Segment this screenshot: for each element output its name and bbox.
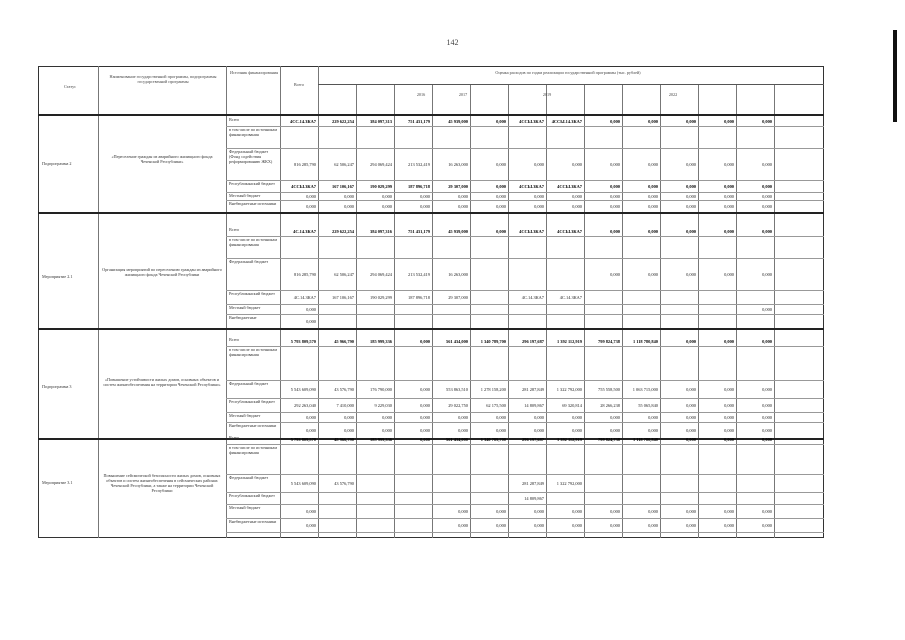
table-cell-value: 4ССЫ.ЗКА7 xyxy=(519,228,544,234)
table-cell-value: 0,000 xyxy=(610,228,620,234)
row-divider xyxy=(226,422,824,423)
table-cell-value: 0,000 xyxy=(648,414,658,420)
table-cell-value: 0,000 xyxy=(724,436,734,442)
table-cell-value: 0,000 xyxy=(572,427,582,433)
table-cell-value: 0,000 xyxy=(610,183,620,189)
funding-source-label: Федеральный бюджет xyxy=(229,381,269,386)
table-cell-value: 0,000 xyxy=(648,118,658,124)
table-cell-value: 0,000 xyxy=(686,228,696,234)
table-cell-value: 0,000 xyxy=(496,522,506,528)
funding-source-label: Всего xyxy=(229,337,240,342)
table-cell-value: 14 809,867 xyxy=(524,495,544,501)
table-cell-value: 0,000 xyxy=(306,522,316,528)
table-cell-value: 0,000 xyxy=(762,203,772,209)
table-cell-value: 294 069,424 xyxy=(370,271,392,277)
table-cell-value: 0,000 xyxy=(648,271,658,277)
funding-source-label: в том числе по источникам финансирования xyxy=(229,445,278,455)
funding-source-label: в том числе по источникам финансирования xyxy=(229,127,278,137)
table-cell-value: 1 322 792,000 xyxy=(556,386,582,392)
row-divider xyxy=(226,532,824,533)
table-cell-value: 1 118 780,840 xyxy=(632,338,658,344)
table-cell-value: 755 558,500 xyxy=(598,386,620,392)
table-cell-value: 1 322 792,000 xyxy=(556,480,582,486)
table-cell-value: 0,000 xyxy=(534,427,544,433)
row-divider xyxy=(226,518,824,519)
table-cell-value: 0,000 xyxy=(648,161,658,167)
section-divider xyxy=(38,212,824,214)
table-cell-value: 4ССЫ.ЗКА7 xyxy=(557,228,582,234)
table-cell-value: 0,000 xyxy=(458,427,468,433)
table-cell-value: 0,000 xyxy=(686,338,696,344)
table-cell-value: 29 307,000 xyxy=(448,183,468,189)
column-divider xyxy=(660,84,661,538)
table-cell-value: 0,000 xyxy=(572,522,582,528)
table-cell-value: 0,000 xyxy=(610,271,620,277)
table-cell-value: 4С.14.ЗКА7 xyxy=(293,294,316,300)
table-cell-value: 0,000 xyxy=(344,414,354,420)
table-cell-value: 4С.14.ЗКА7 xyxy=(559,294,582,300)
row-divider xyxy=(226,236,824,237)
funding-source-label: в том числе по источникам финансирования xyxy=(229,237,278,247)
table-cell-value: 0,000 xyxy=(534,161,544,167)
table-cell-value: 0,000 xyxy=(572,161,582,167)
table-cell-value: 0,000 xyxy=(382,203,392,209)
table-cell-value: 296 197,687 xyxy=(522,338,544,344)
table-cell-value: 45 939,000 xyxy=(448,228,468,234)
table-cell-value: 0,000 xyxy=(306,193,316,199)
row-divider xyxy=(226,290,824,291)
table-cell-value: 1 118 780,840 xyxy=(632,436,658,442)
funding-source-label: Всего xyxy=(229,117,240,122)
table-cell-value: 0,000 xyxy=(610,508,620,514)
table-cell-value: 5 793 809,570 xyxy=(290,436,316,442)
table-cell-value: 5 793 809,570 xyxy=(290,338,316,344)
table-cell-value: 0,000 xyxy=(306,508,316,514)
funding-source-label: Республиканский бюджет xyxy=(229,493,275,498)
table-cell-value: 167 106,167 xyxy=(332,183,354,189)
table-cell-value: 0,000 xyxy=(724,522,734,528)
table-cell-value: 0,000 xyxy=(382,427,392,433)
table-cell-value: 0,000 xyxy=(420,193,430,199)
funding-source-label: Местный бюджет xyxy=(229,505,261,510)
table-cell-value: 0,000 xyxy=(686,522,696,528)
table-cell-value: 0,000 xyxy=(610,161,620,167)
column-divider xyxy=(470,84,471,538)
table-cell-value: 296 197,687 xyxy=(522,436,544,442)
table-cell-value: 4ССЫ.ЗКА7 xyxy=(291,183,316,189)
table-cell-value: 0,000 xyxy=(686,161,696,167)
table-cell-value: 0,000 xyxy=(306,203,316,209)
table-cell-value: 0,000 xyxy=(724,338,734,344)
table-cell-value: 0,000 xyxy=(648,522,658,528)
table-cell-value: 751 431,179 xyxy=(408,118,430,124)
table-cell-value: 0,000 xyxy=(534,508,544,514)
header-total: Всего xyxy=(293,82,305,87)
table-cell-value: 1 278 158,200 xyxy=(480,386,506,392)
table-cell-value: 0,000 xyxy=(686,414,696,420)
table-cell-value: 43 576,790 xyxy=(334,480,354,486)
column-divider xyxy=(774,84,775,538)
table-cell-value: 0,000 xyxy=(458,522,468,528)
table-cell-value: 0,000 xyxy=(686,118,696,124)
table-cell-value: 0,000 xyxy=(724,386,734,392)
column-divider xyxy=(394,84,395,538)
table-cell-value: 1 392 112,919 xyxy=(556,436,582,442)
table-cell-value: 1 392 112,919 xyxy=(556,338,582,344)
table-cell-value: 4ССЫ.ЗКА7 xyxy=(557,183,582,189)
header-funding-source: Источник финансирования xyxy=(229,70,279,75)
year-header: 2017 xyxy=(458,92,468,97)
table-cell-value: 28 266,238 xyxy=(600,402,620,408)
table-cell-value: 0,000 xyxy=(686,402,696,408)
row-divider xyxy=(226,412,824,413)
column-divider xyxy=(584,84,585,538)
table-cell-value: 0,000 xyxy=(534,522,544,528)
table-cell-value: 0,000 xyxy=(686,427,696,433)
table-cell-value: 0,000 xyxy=(762,386,772,392)
table-cell-value: 0,000 xyxy=(420,402,430,408)
table-cell-value: 0,000 xyxy=(496,183,506,189)
table-cell-value: 0,000 xyxy=(762,161,772,167)
table-cell-value: 0,000 xyxy=(762,508,772,514)
table-cell-value: 0,000 xyxy=(686,183,696,189)
table-cell-value: 0,000 xyxy=(762,338,772,344)
table-cell-value: 0,000 xyxy=(534,203,544,209)
section-status: Подпрограмма 2 xyxy=(42,161,72,166)
funding-source-label: Внебюджетные источники xyxy=(229,423,277,428)
table-cell-value: 0,000 xyxy=(648,508,658,514)
column-divider xyxy=(432,84,433,538)
table-cell-value: 0,000 xyxy=(724,161,734,167)
table-cell-value: 4ССЫ.ЗКА7 xyxy=(519,183,544,189)
table-cell-value: 0,000 xyxy=(762,436,772,442)
funding-source-label: Местный бюджет xyxy=(229,305,261,310)
funding-source-label: Республиканский бюджет xyxy=(229,399,275,404)
table-cell-value: 0,000 xyxy=(306,318,316,324)
header-program-name: Наименование государственной программы, подпрограммы государственной программы xyxy=(109,74,217,84)
table-cell-value: 0,000 xyxy=(648,427,658,433)
table-cell-value: 0,000 xyxy=(534,193,544,199)
page-number: 142 xyxy=(446,38,459,47)
table-cell-value: 16 263,000 xyxy=(448,161,468,167)
table-cell-value: 4С.14.ЗКА7 xyxy=(521,294,544,300)
table-cell-value: 45 966,790 xyxy=(334,338,354,344)
table-cell-value: 69 320,814 xyxy=(562,402,582,408)
table-cell-value: 229 622,254 xyxy=(332,228,354,234)
table-cell-value: 799 824,738 xyxy=(598,436,620,442)
table-cell-value: 816 285,790 xyxy=(294,161,316,167)
column-divider xyxy=(508,84,509,538)
section-name: Повышение сейсмической безопасности жилых домов, основных объектов и систем жизнеобеспечения в сейсмических районах Чеченской Республики, а также на территории Чеченской Республики xyxy=(103,473,221,493)
table-cell-value: 281 287,849 xyxy=(522,386,544,392)
table-cell-value: 45 966,790 xyxy=(334,436,354,442)
table-cell-value: 0,000 xyxy=(420,436,430,442)
table-cell-value: 0,000 xyxy=(762,427,772,433)
table-cell-value: 190 029,299 xyxy=(370,294,392,300)
table-cell-value: 0,000 xyxy=(686,203,696,209)
table-cell-value: 0,000 xyxy=(496,508,506,514)
table-cell-value: 9 229,030 xyxy=(374,402,392,408)
section-status: Подпрограмма 3 xyxy=(42,384,72,389)
table-cell-value: 281 287,849 xyxy=(522,480,544,486)
funding-source-label: в том числе по источникам финансирования xyxy=(229,347,278,357)
table-cell-value: 0,000 xyxy=(724,118,734,124)
table-cell-value: 0,000 xyxy=(762,306,772,312)
table-cell-value: 229 622,254 xyxy=(332,118,354,124)
funding-source-label: Внебюджетные xyxy=(229,315,257,320)
table-cell-value: 0,000 xyxy=(724,414,734,420)
table-cell-value: 62 506,247 xyxy=(334,161,354,167)
row-divider xyxy=(226,444,824,445)
funding-source-label: Внебюджетные источники xyxy=(229,519,277,524)
table-cell-value: 62 175,500 xyxy=(486,402,506,408)
header-divider xyxy=(318,84,824,85)
table-cell-value: 0,000 xyxy=(724,402,734,408)
table-cell-value: 0,000 xyxy=(724,193,734,199)
row-divider xyxy=(226,304,824,305)
table-cell-value: 0,000 xyxy=(686,508,696,514)
table-cell-value: 0,000 xyxy=(610,193,620,199)
table-cell-value: 0,000 xyxy=(458,193,468,199)
funding-source-label: Федеральный бюджет xyxy=(229,475,269,480)
column-divider xyxy=(698,84,699,538)
funding-source-label: Федеральный бюджет (Фонд содействия реформированию ЖКХ) xyxy=(229,149,273,164)
table-cell-value: 4ССЫ.ЗКА7 xyxy=(519,118,544,124)
table-cell-value: 0,000 xyxy=(344,427,354,433)
table-cell-value: 0,000 xyxy=(458,203,468,209)
table-cell-value: 1 063 715,000 xyxy=(632,386,658,392)
table-cell-value: 384 097,313 xyxy=(370,118,392,124)
table-cell-value: 55 065,840 xyxy=(638,402,658,408)
table-cell-value: 5 543 609,090 xyxy=(290,386,316,392)
table-cell-value: 213 532,419 xyxy=(408,271,430,277)
table-cell-value: 45 939,000 xyxy=(448,118,468,124)
section-status: Мероприятие 2.1 xyxy=(42,274,73,279)
funding-source-label: Федеральный бюджет xyxy=(229,259,269,264)
row-divider xyxy=(226,314,824,315)
funding-source-label: Всего xyxy=(229,435,240,440)
table-cell-value: 751 431,179 xyxy=(408,228,430,234)
column-divider xyxy=(98,66,99,538)
table-cell-value: 0,000 xyxy=(534,414,544,420)
header-years-title: Оценка расходов по годам реализации государственной программы (тыс. рублей) xyxy=(495,70,641,75)
table-cell-value: 0,000 xyxy=(610,414,620,420)
row-divider xyxy=(226,126,824,127)
table-cell-value: 185 999,336 xyxy=(370,338,392,344)
scan-edge-mark xyxy=(893,30,897,122)
table-cell-value: 0,000 xyxy=(648,193,658,199)
column-divider xyxy=(318,66,319,538)
column-divider xyxy=(356,84,357,538)
table-cell-value: 7 410,000 xyxy=(336,402,354,408)
row-divider xyxy=(226,200,824,201)
year-header: 2022 xyxy=(668,92,678,97)
table-cell-value: 0,000 xyxy=(572,414,582,420)
table-cell-value: 29 307,000 xyxy=(448,294,468,300)
table-cell-value: 4С.14.ЗКА7 xyxy=(293,228,316,234)
table-cell-value: 0,000 xyxy=(762,271,772,277)
table-cell-value: 1 340 789,700 xyxy=(480,436,506,442)
table-cell-value: 0,000 xyxy=(458,508,468,514)
table-cell-value: 292 263,040 xyxy=(294,402,316,408)
table-cell-value: 0,000 xyxy=(686,436,696,442)
table-cell-value: 0,000 xyxy=(420,386,430,392)
table-cell-value: 213 532,419 xyxy=(408,161,430,167)
table-cell-value: 0,000 xyxy=(610,118,620,124)
row-divider xyxy=(226,258,824,259)
table-cell-value: 0,000 xyxy=(724,183,734,189)
table-cell-value: 0,000 xyxy=(572,508,582,514)
table-cell-value: 0,000 xyxy=(762,193,772,199)
section-name: Организация мероприятий по переселению граждан из аварийного жилищного фонда Чеченской Республики xyxy=(102,267,222,277)
budget-table xyxy=(38,66,824,538)
table-cell-value: 0,000 xyxy=(572,203,582,209)
table-cell-value: 0,000 xyxy=(572,193,582,199)
table-cell-value: 0,000 xyxy=(344,193,354,199)
year-header: 2016 xyxy=(416,92,426,97)
section-divider xyxy=(38,328,824,330)
table-cell-value: 43 576,790 xyxy=(334,386,354,392)
table-cell-value: 0,000 xyxy=(610,427,620,433)
table-cell-value: 0,000 xyxy=(686,193,696,199)
table-cell-value: 0,000 xyxy=(496,203,506,209)
column-divider xyxy=(280,66,281,538)
table-cell-value: 0,000 xyxy=(496,228,506,234)
table-cell-value: 0,000 xyxy=(496,427,506,433)
funding-source-label: Республиканский бюджет xyxy=(229,181,275,186)
funding-source-label: Местный бюджет xyxy=(229,193,261,198)
table-cell-value: 0,000 xyxy=(762,228,772,234)
table-cell-value: 4СС.14.ЗКА7 xyxy=(290,118,316,124)
table-cell-value: 14 809,867 xyxy=(524,402,544,408)
row-divider xyxy=(226,148,824,149)
table-cell-value: 0,000 xyxy=(382,414,392,420)
table-cell-value: 799 824,738 xyxy=(598,338,620,344)
table-cell-value: 0,000 xyxy=(724,228,734,234)
row-divider xyxy=(226,492,824,493)
table-cell-value: 553 863,510 xyxy=(446,386,468,392)
table-cell-value: 187 896,718 xyxy=(408,294,430,300)
table-cell-value: 1 340 789,700 xyxy=(480,338,506,344)
section-status: Мероприятие 3.1 xyxy=(42,480,73,485)
funding-source-label: Республиканский бюджет xyxy=(229,291,275,296)
table-cell-value: 0,000 xyxy=(458,414,468,420)
table-cell-value: 0,000 xyxy=(420,203,430,209)
row-divider xyxy=(226,474,824,475)
section-name: «Переселение граждан из аварийного жилищного фонда Чеченской Республики» xyxy=(111,154,213,164)
table-cell-value: 0,000 xyxy=(762,522,772,528)
header-bottom-rule xyxy=(38,114,824,116)
year-header: 2019 xyxy=(542,92,552,97)
row-divider xyxy=(226,380,824,381)
table-cell-value: 5 543 609,090 xyxy=(290,480,316,486)
table-cell-value: 0,000 xyxy=(496,193,506,199)
table-cell-value: 4ССЫ.14.ЗКА7 xyxy=(551,118,582,124)
table-cell-value: 0,000 xyxy=(762,414,772,420)
row-divider xyxy=(226,180,824,181)
table-cell-value: 0,000 xyxy=(496,161,506,167)
table-cell-value: 0,000 xyxy=(648,203,658,209)
table-cell-value: 384 097,316 xyxy=(370,228,392,234)
table-cell-value: 0,000 xyxy=(648,183,658,189)
table-cell-value: 0,000 xyxy=(420,338,430,344)
table-cell-value: 0,000 xyxy=(762,118,772,124)
section-name: «Повышение устойчивости жилых домов, основных объектов и систем жизнеобеспечения на территории Чеченской Республики» xyxy=(103,377,221,387)
table-cell-value: 16 263,000 xyxy=(448,271,468,277)
table-cell-value: 0,000 xyxy=(686,271,696,277)
table-cell-value: 0,000 xyxy=(420,427,430,433)
table-frame xyxy=(38,66,824,538)
table-cell-value: 0,000 xyxy=(762,183,772,189)
table-cell-value: 0,000 xyxy=(762,402,772,408)
funding-source-label: Внебюджетные источники xyxy=(229,201,277,206)
funding-source-label: Местный бюджет xyxy=(229,413,261,418)
table-cell-value: 0,000 xyxy=(610,522,620,528)
header-status: Статус xyxy=(63,84,77,89)
table-cell-value: 167 106,167 xyxy=(332,294,354,300)
table-cell-value: 62 506,247 xyxy=(334,271,354,277)
table-cell-value: 187 896,718 xyxy=(408,183,430,189)
table-cell-value: 561 434,000 xyxy=(446,338,468,344)
table-cell-value: 0,000 xyxy=(306,427,316,433)
table-cell-value: 0,000 xyxy=(344,203,354,209)
row-divider xyxy=(226,398,824,399)
table-cell-value: 0,000 xyxy=(724,427,734,433)
column-divider xyxy=(546,84,547,538)
table-cell-value: 0,000 xyxy=(648,228,658,234)
row-divider xyxy=(226,504,824,505)
table-cell-value: 0,000 xyxy=(306,306,316,312)
table-cell-value: 0,000 xyxy=(496,118,506,124)
funding-source-label: Всего xyxy=(229,227,240,232)
table-cell-value: 0,000 xyxy=(382,193,392,199)
table-cell-value: 185 999,336 xyxy=(370,436,392,442)
table-cell-value: 561 434,000 xyxy=(446,436,468,442)
row-divider xyxy=(226,346,824,347)
table-cell-value: 0,000 xyxy=(496,414,506,420)
table-cell-value: 0,000 xyxy=(724,203,734,209)
table-cell-value: 29 022,750 xyxy=(448,402,468,408)
column-divider xyxy=(226,66,227,538)
table-cell-value: 190 029,299 xyxy=(370,183,392,189)
column-divider xyxy=(622,84,623,538)
table-cell-value: 0,000 xyxy=(724,271,734,277)
table-cell-value: 0,000 xyxy=(420,414,430,420)
table-cell-value: 816 285,790 xyxy=(294,271,316,277)
table-cell-value: 176 790,000 xyxy=(370,386,392,392)
table-cell-value: 0,000 xyxy=(306,414,316,420)
table-cell-value: 0,000 xyxy=(686,386,696,392)
table-cell-value: 0,000 xyxy=(610,203,620,209)
table-cell-value: 0,000 xyxy=(724,508,734,514)
table-cell-value: 294 069,424 xyxy=(370,161,392,167)
